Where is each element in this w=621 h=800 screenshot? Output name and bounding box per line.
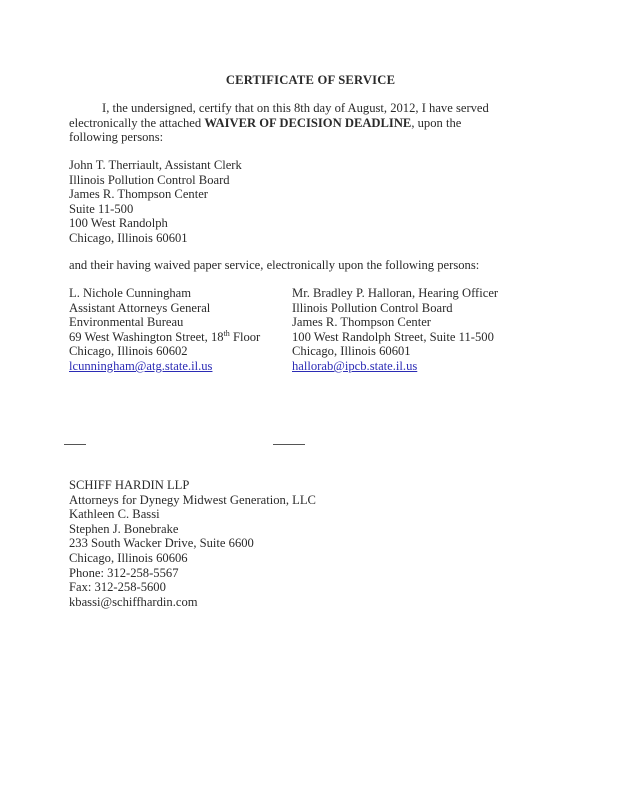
intro-text-end: , upon the following persons: — [69, 115, 462, 145]
signature-line — [273, 444, 305, 445]
signature-line-text: Attorneys for Dynegy Midwest Generation, LLC — [69, 492, 316, 507]
recipient-title: Assistant Attorneys General — [69, 300, 211, 315]
intro-paragraph — [69, 101, 509, 145]
recipient-right-address — [292, 286, 498, 374]
signature-line-text: Stephen J. Bonebrake — [69, 521, 179, 536]
address-line: John T. Therriault, Assistant Clerk — [69, 158, 242, 172]
document-name: WAIVER OF DECISION DEADLINE — [204, 115, 412, 130]
email-link-halloran[interactable]: hallorab@ipcb.state.il.us — [292, 358, 418, 373]
address-line: Illinois Pollution Control Board — [69, 172, 230, 187]
email-link-cunningham[interactable]: lcunningham@atg.state.il.us — [69, 358, 213, 373]
recipient-org: Illinois Pollution Control Board — [292, 300, 453, 315]
address-line: 100 West Randolph — [69, 216, 168, 231]
signature-block — [69, 478, 316, 609]
recipient-city: Chicago, Illinois 60601 — [292, 344, 411, 359]
signature-line-text: Chicago, Illinois 60606 — [69, 550, 188, 565]
signature-line-text: 233 South Wacker Drive, Suite 6600 — [69, 536, 254, 551]
recipient-center: James R. Thompson Center — [292, 315, 431, 330]
recipient-name: Mr. Bradley P. Halloran, Hearing Officer — [292, 286, 499, 300]
email-address: kbassi@schiffhardin.com — [69, 594, 198, 609]
firm-name: SCHIFF HARDIN LLP — [69, 478, 190, 492]
address-line: Suite 11-500 — [69, 201, 134, 216]
signature-line-text: Kathleen C. Bassi — [69, 507, 160, 522]
recipient-name: L. Nichole Cunningham — [69, 286, 192, 300]
recipient-bureau: Environmental Bureau — [69, 315, 184, 330]
recipient-left-address — [69, 286, 260, 374]
intro-text-start: I, the undersigned, certify that on this 8th day of August, 2012, I have served electronically the attached — [69, 101, 489, 130]
waived-service-text: and their having waived paper service, electronically upon the following persons: — [69, 258, 480, 272]
recipient-street: 69 West Washington Street, 18th Floor — [69, 328, 261, 344]
address-line: James R. Thompson Center — [69, 187, 208, 202]
signature-line-fragment — [64, 444, 86, 445]
recipient-clerk-address — [69, 158, 242, 246]
recipient-city: Chicago, Illinois 60602 — [69, 344, 188, 359]
phone-number: Phone: 312-258-5567 — [69, 565, 179, 580]
fax-number: Fax: 312-258-5600 — [69, 580, 166, 595]
document-title: CERTIFICATE OF SERVICE — [225, 73, 396, 87]
recipient-street: 100 West Randolph Street, Suite 11-500 — [292, 329, 494, 344]
address-line: Chicago, Illinois 60601 — [69, 230, 188, 245]
